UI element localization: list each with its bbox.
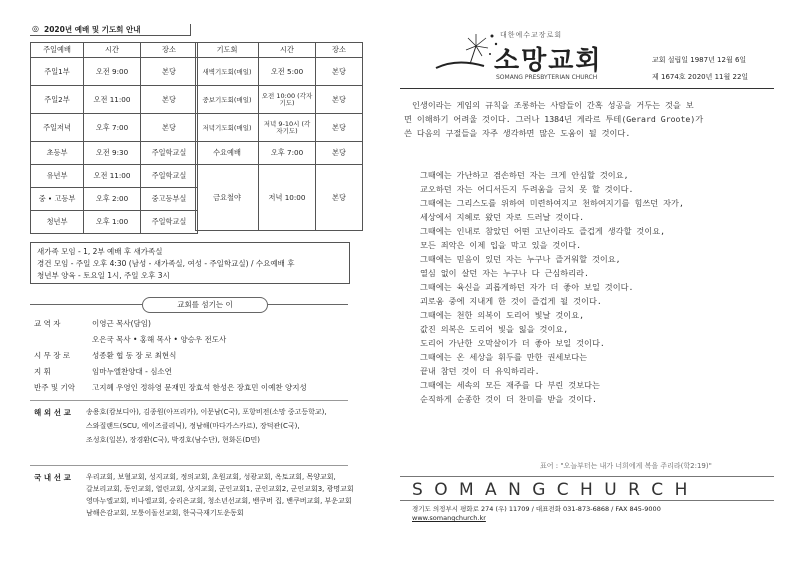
church-address: 경기도 의정부시 평화로 274 (우) 11709 / 대표전화 031-873-6868 / FAX 845-9000 — [412, 505, 661, 513]
cell: 본당 — [316, 114, 363, 142]
intro-text — [404, 98, 776, 140]
verse-line: 그때에는 그리스도를 위하여 미련하여지고 천하여지기를 힘쓰던 자가, — [420, 198, 684, 208]
mission-line: 조성호(일본), 장경환(C국), 박경호(남수단), 현화돈(D민) — [86, 436, 260, 444]
col-header: 시간 — [259, 43, 316, 58]
verse-line: 그때에는 육신을 괴롭게하던 자가 더 좋아 보일 것이다. — [420, 282, 634, 292]
cell: 오전 11:00 — [84, 86, 141, 114]
col-header: 기도회 — [196, 43, 259, 58]
section-header — [30, 24, 191, 36]
divider — [30, 304, 142, 305]
verse-line: 값진 의복은 도리어 빛을 잃을 것이요, — [420, 324, 569, 334]
cell: 주일학교실 — [141, 165, 198, 188]
cell: 오후 2:00 — [84, 188, 141, 211]
meeting-line: 경건 모임 - 주일 오후 4:30 (남성 - 새가족실, 여성 - 주일학교실) / 수요예배 후 — [37, 259, 295, 268]
servers-title: 교회를 섬기는 이 — [142, 297, 268, 313]
table-row — [196, 142, 363, 165]
col-header: 주일예배 — [31, 43, 84, 58]
footer-divider — [400, 500, 774, 501]
table-row — [196, 165, 363, 231]
worship-table-header — [31, 43, 198, 58]
meeting-line: 새가족 모임 - 1, 2부 예배 후 새가족실 — [37, 247, 163, 256]
intro-line: 면 이해하기 어려울 것이다. 그러나 1384년 게라르 투테(Gerard Groote)가 — [404, 114, 704, 124]
cell: 오전 5:00 — [259, 58, 316, 86]
prayer-table-header — [196, 43, 363, 58]
cell: 수요예배 — [196, 142, 259, 165]
cell: 본당 — [316, 142, 363, 165]
verse-line: 도리어 가난한 오막살이가 더 좋아 보일 것이다. — [420, 338, 605, 348]
staff-names: 오은국 목사 • 홍해 목사 • 양승우 전도사 — [92, 335, 227, 344]
verses — [420, 168, 776, 406]
cell: 주일학교실 — [141, 211, 198, 234]
footer-church-name: S O M A N G C H U R C H — [412, 480, 691, 500]
col-header: 장소 — [141, 43, 198, 58]
cell: 금요철야 — [196, 165, 259, 231]
table-row — [31, 58, 198, 86]
cell: 오후 7:00 — [259, 142, 316, 165]
cell: 본당 — [316, 86, 363, 114]
divider — [30, 400, 348, 401]
verse-line: 세상에서 지혜로 왔던 자로 드러날 것이다. — [420, 212, 585, 222]
staff-role: 시 무 장 로 — [34, 351, 71, 360]
cell: 중보기도회(매일) — [196, 86, 259, 114]
staff-role: 교 역 자 — [34, 319, 61, 328]
table-row — [196, 58, 363, 86]
cell: 오후 1:00 — [84, 211, 141, 234]
cell: 저녁 9-10시 (각자기도) — [259, 114, 316, 142]
meeting-line: 청년부 양육 - 토요일 1시, 주일 오후 3시 — [37, 271, 170, 280]
table-row — [31, 142, 198, 165]
church-name: 소망교회 — [494, 46, 603, 76]
cell: 본당 — [316, 58, 363, 86]
staff-role: 반주 및 기악 — [34, 383, 75, 392]
mission-line: 스와질랜드(SCU, 에이즈클리닉), 정남해(마다가스카르), 장덕관(C국), — [86, 422, 300, 430]
cell: 주일저녁 — [31, 114, 84, 142]
cell: 오후 7:00 — [84, 114, 141, 142]
divider — [268, 304, 348, 305]
cell: 본당 — [316, 165, 363, 231]
section-title: 2020년 예배 및 기도회 안내 — [44, 25, 141, 34]
church-logo — [432, 28, 502, 78]
staff-names: 성종환 협 동 장 로 최현식 — [92, 351, 177, 360]
cell: 주일학교실 — [141, 142, 198, 165]
church-name-en: SOMANG PRESBYTERIAN CHURCH — [496, 74, 598, 81]
motto: 표어 : "오늘부터는 내가 너희에게 복을 주리라(학2:19)" — [540, 462, 712, 470]
verse-line: 열심 없이 살던 자는 누구나 다 근심하리라. — [420, 268, 589, 278]
verse-line: 그때에는 온 세상을 휘두를 만한 권세보다는 — [420, 352, 588, 362]
mission-line: 영마누엘교회, 비나엘교회, 승리은교회, 청소년선교회, 밴쿠버 집, 밴쿠버교회, 부운교회 — [86, 497, 352, 505]
staff-names: 임마누엘찬양대 - 심소연 — [92, 367, 172, 376]
cell: 중 • 고등부 — [31, 188, 84, 211]
verse-line: 모든 죄악은 이제 입을 막고 있을 것이다. — [420, 240, 582, 250]
verse-line: 그때에는 세속의 모든 재주를 다 부린 것보다는 — [420, 380, 600, 390]
footer-divider — [400, 476, 774, 477]
table-row — [31, 211, 198, 234]
cell: 오전 9:00 — [84, 58, 141, 86]
prayer-table — [195, 42, 363, 231]
staff-names: 고지혜 우영인 정하영 문재민 장효석 한성은 장효민 이예찬 양지성 — [92, 383, 307, 392]
table-row — [196, 86, 363, 114]
table-row — [31, 165, 198, 188]
table-row — [196, 114, 363, 142]
cell: 본당 — [141, 114, 198, 142]
cell: 초등부 — [31, 142, 84, 165]
verse-line: 그때에는 인내로 참았던 어떤 고난이라도 즐겁게 생각할 것이요, — [420, 226, 666, 236]
cell: 청년부 — [31, 211, 84, 234]
col-header: 시간 — [84, 43, 141, 58]
cell: 본당 — [141, 58, 198, 86]
mission-line: 우리교회, 보혈교회, 성지교회, 정의교회, 초원교회, 성광교회, 옥토교회, 목양교회, — [86, 473, 336, 481]
cell: 본당 — [141, 86, 198, 114]
verse-line: 그때에는 믿음이 있던 자는 누구나 즐거워할 것이요, — [420, 254, 621, 264]
header-divider — [400, 88, 774, 89]
staff-names: 이영근 목사(담임) — [92, 319, 151, 328]
cell: 주일1부 — [31, 58, 84, 86]
cell: 주일2부 — [31, 86, 84, 114]
verse-line: 그때에는 가난하고 겸손하던 자는 크게 안심할 것이요, — [420, 170, 629, 180]
verse-line: 끝내 참던 것이 더 유익하리라. — [420, 366, 540, 376]
cell: 새벽기도회(매일) — [196, 58, 259, 86]
table-row — [31, 86, 198, 114]
mission-line: 송용호(캄보디아), 김종원(아프리카), 이문남(C국), 포항비전(소망 중고등학교), — [86, 408, 327, 416]
intro-line: 인생이라는 게임의 규칙을 조롱하는 사람들이 간혹 성공을 거두는 것을 보 — [412, 100, 694, 110]
meetings-box — [30, 242, 350, 284]
staff-role: 지 휘 — [34, 367, 51, 376]
verse-line: 괴로움 중에 지내게 한 것이 즐겁게 될 것이다. — [420, 296, 602, 306]
cell: 저녁 10:00 — [259, 165, 316, 231]
col-header: 장소 — [316, 43, 363, 58]
mission-line: 남해은감교회, 모퉁이돌선교회, 한국극재기도운동회 — [86, 509, 244, 517]
mission-label: 국 내 선 교 — [34, 473, 71, 482]
table-row — [31, 188, 198, 211]
cell: 오전 10:00 (각자기도) — [259, 86, 316, 114]
table-row — [31, 114, 198, 142]
founded-date: 교회 설립일 1987년 12월 6일 — [652, 56, 747, 64]
verse-line: 순직하게 순종한 것이 더 찬미를 받을 것이다. — [420, 394, 597, 404]
intro-line: 쓴 다음의 구절들을 자주 생각하면 많은 도움이 될 것이다. — [404, 128, 631, 138]
target-icon: ◎ — [32, 24, 39, 33]
church-website[interactable]: www.somangchurch.kr — [412, 514, 486, 522]
mission-line: 갈보리교회, 동인교회, 열린교회, 상지교회, 군인교회1, 군인교회2, 군인교회3, 광명교회 — [86, 485, 354, 493]
divider — [30, 465, 348, 466]
cell: 오전 9:30 — [84, 142, 141, 165]
dandelion-logo-icon — [432, 28, 502, 78]
mission-label: 해 외 선 교 — [34, 408, 71, 417]
cell: 중고등부실 — [141, 188, 198, 211]
cell: 유년부 — [31, 165, 84, 188]
church-denomination: 대한예수교장로회 — [500, 31, 563, 39]
cell: 오전 11:00 — [84, 165, 141, 188]
issue-info: 제 1674호 2020년 11월 22일 — [652, 73, 749, 81]
verse-line: 그때에는 천한 의복이 도리어 빛날 것이요, — [420, 310, 585, 320]
worship-table — [30, 42, 198, 234]
verse-line: 교오하던 자는 어디서든지 두려움을 금치 못 할 것이다. — [420, 184, 634, 194]
cell: 저녁기도회(매일) — [196, 114, 259, 142]
